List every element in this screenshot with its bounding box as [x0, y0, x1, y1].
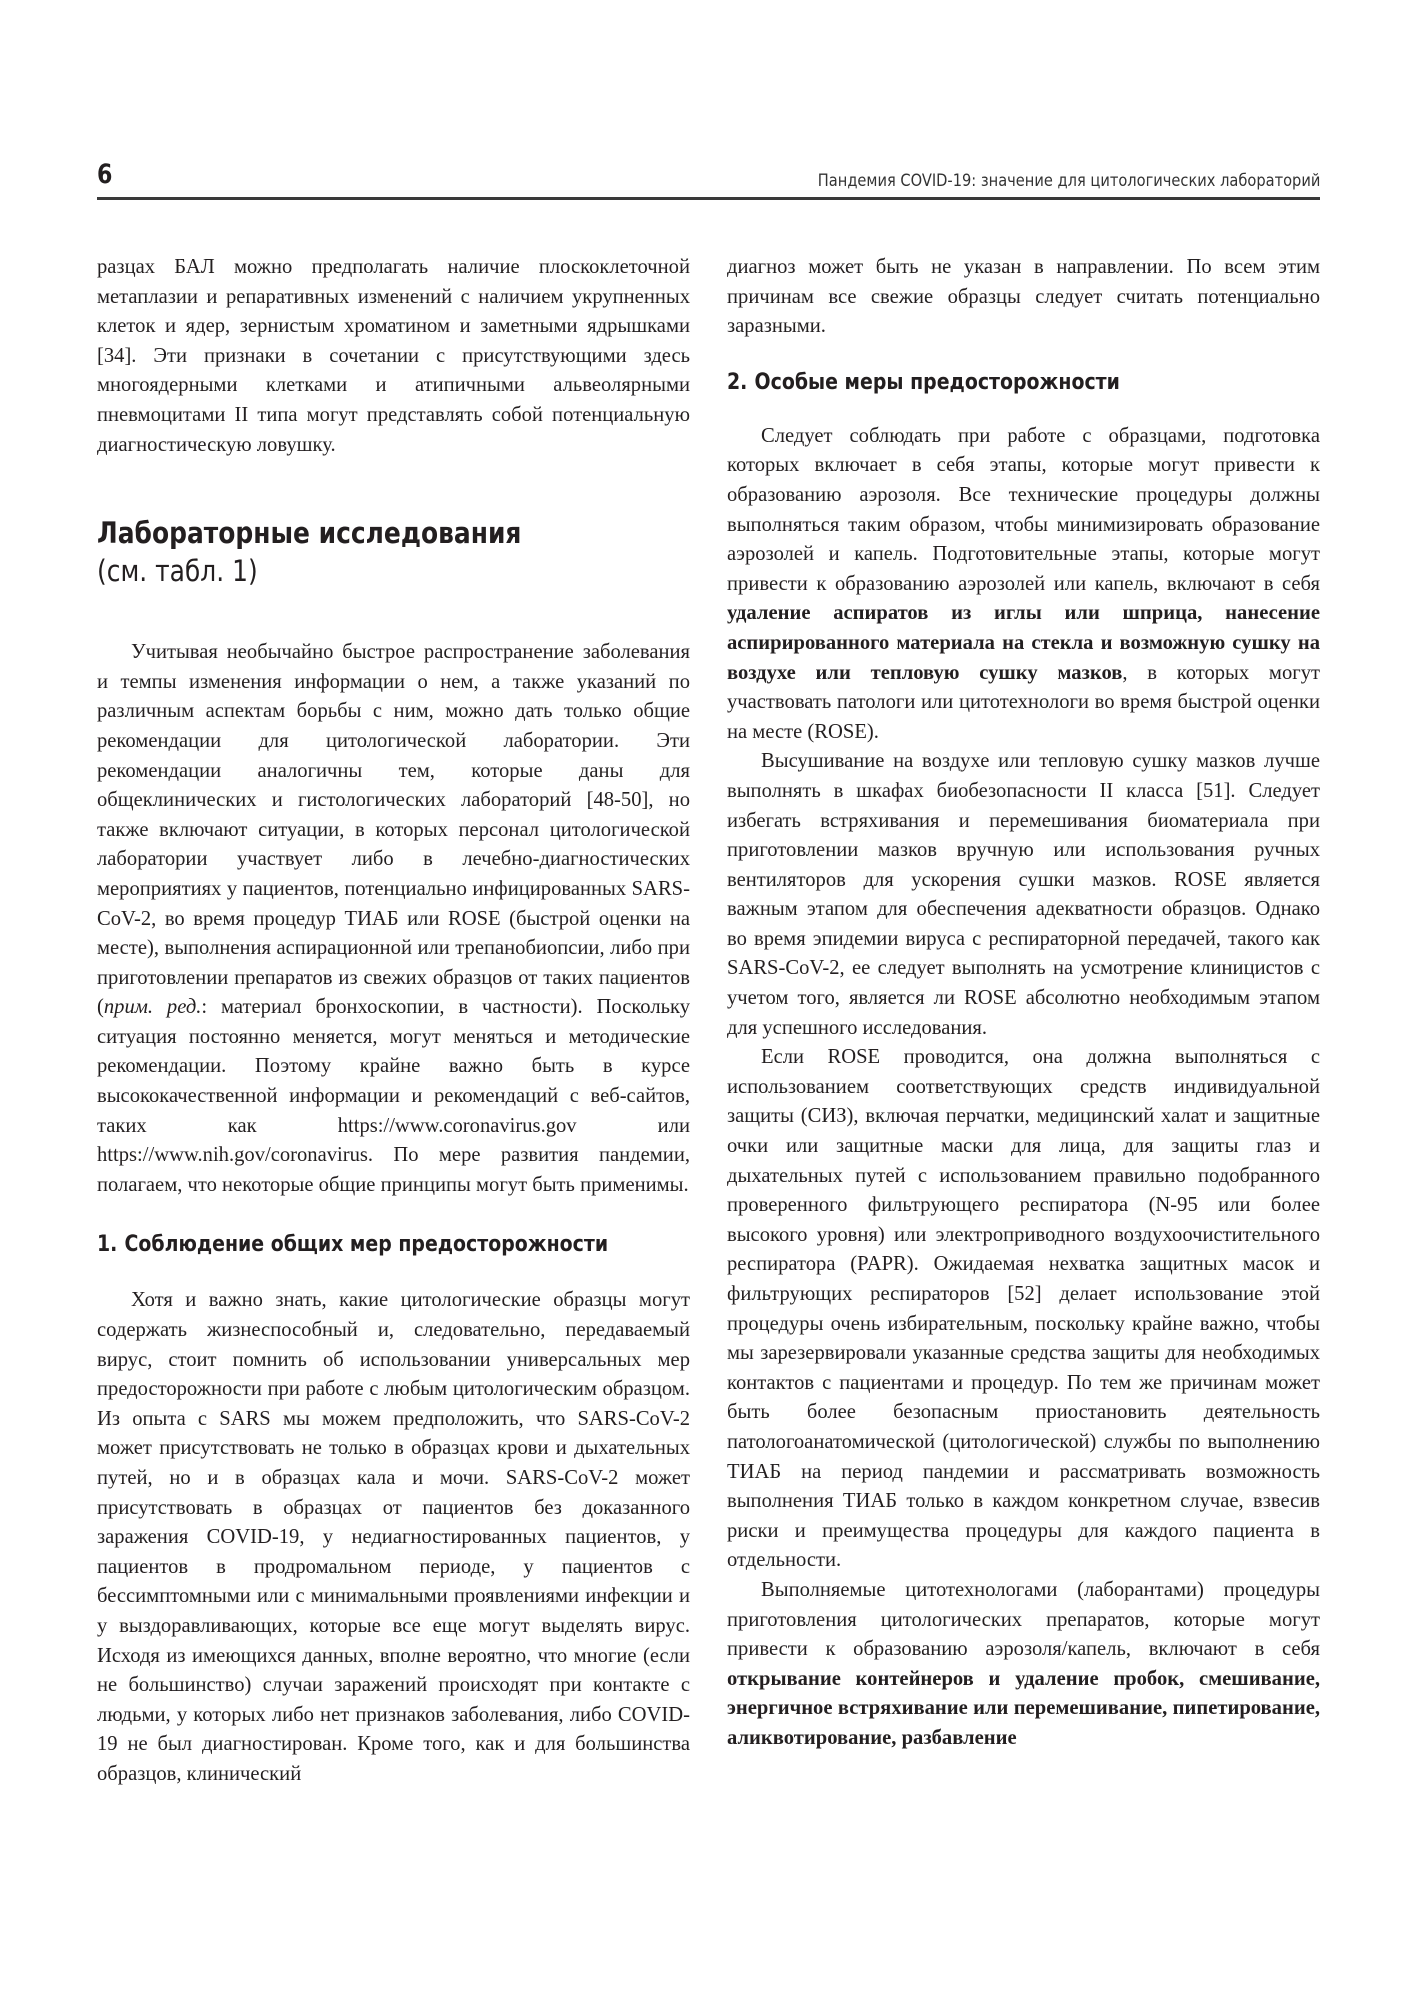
paragraph: разцах БАЛ можно предполагать наличие плоскоклеточной метаплазии и репаративных изменений с наличием укрупненных клеток и ядер, зернистым хроматином и заметными ядрышками [34]. Эти признаки в сочетании с присутствующими здесь многоядерными клетками и атипичными альвеолярными пневмоцитами II типа могут представлять собой потенциальную диагностическую ловушку. — [97, 256, 690, 456]
subsection-title — [727, 368, 1237, 398]
paragraph — [727, 1576, 1320, 1754]
page-number: 6 — [97, 159, 113, 190]
paragraph: диагноз может быть не указан в направлении. По всем этим причинам все свежие образцы следует считать потенциально заразными. — [727, 256, 1320, 338]
section-title: Лабораторные исследования — [97, 516, 522, 551]
subsection-number: 2. — [727, 369, 748, 395]
running-title: Пандемия COVID-19: значение для цитологических лабораторий — [817, 171, 1320, 191]
paragraph-text: Учитывая необычайно быстрое распространение заболевания и темпы изменения информации о нем, а также указаний по различным аспектам борьбы с ним, можно дать только общие рекомендации для цитологической лаборатории. Эти рекомендации аналогичны тем, которые даны для общеклинических и гистологических лабораторий [48-50], но также включают ситуации, в которых персонал цитологической лаборатории участвует либо в лечебно-диагностических мероприятиях у пациентов, потенциально инфицированных SARS-CoV-2, во время процедур ТИАБ или ROSE (быстрой оценки на месте), выполнения аспирационной или трепанобиопсии, либо при приготовлении препаратов из свежих образцов от таких пациентов ( — [97, 641, 690, 1019]
paragraph: Хотя и важно знать, какие цитологические образцы могут содержать жизнеспособный и, следовательно, передаваемый вирус, стоит помнить об использовании универсальных мер предосторожности при работе с любым цитологическим образцом. Из опыта с SARS мы можем предположить, что SARS-CoV-2 может присутствовать не только в образцах крови и дыхательных путей, но и в образцах кала и мочи. SARS-CoV-2 может присутствовать в образцах от пациентов без доказанного заражения COVID-19, у недиагностированных пациентов, у пациентов в продромальном периоде, у пациентов с бессимптомными или с минимальными проявлениями инфекции и у выздоравливающих, которые все еще могут выделять вирус. Исходя из имеющихся данных, вполне вероятно, что многие (если не большинство) случаи заражений происходят при контакте с людьми, у которых либо нет признаков заболевания, либо COVID-19 не был диагностирован. Кроме того, как и для большинства образцов, клинический — [97, 1289, 690, 1785]
page-header — [97, 158, 1320, 198]
paragraph-text: , в которых могут участвовать патологи или цитотехнологи во время быстрой оценки на месте (ROSE). — [727, 661, 1320, 743]
subsection-title — [97, 1230, 607, 1260]
subsection-number: 1. — [97, 1232, 118, 1258]
paragraph-text: : материал бронхоскопии, в частности). Поскольку ситуация постоянно меняется, могут меняться и методические рекомендации. Поэтому крайне важно быть в курсе высококачественной информации и рекомендаций с веб-сайтов, таких как https://www.coronavirus.gov или https://www.nih.gov/coronavirus. По мере развития пандемии, полагаем, что некоторые общие принципы могут быть применимы. — [97, 996, 690, 1196]
paragraph — [727, 422, 1320, 748]
paragraph — [97, 638, 690, 1200]
paragraph-text: Выполняемые цитотехнологами (лаборантами) процедуры приготовления цитологических препаратов, которые могут привести к образованию аэрозоля/капель, включают в себя — [727, 1578, 1320, 1661]
left-column — [97, 253, 690, 1790]
paragraph: Высушивание на воздухе или тепловую сушку мазков лучше выполнять в шкафах биобезопасности II класса [51]. Следует избегать встряхивания и перемешивания биоматериала при приготовлении мазков вручную или использования ручных вентиляторов для ускорения сушки мазков. ROSE является важным этапом для обеспечения адекватности образцов. Однако во время эпидемии вируса с респираторной передачей, такого как SARS-CoV-2, ее следует выполнять на усмотрение клиницистов с учетом того, является ли ROSE абсолютно необходимым этапом для успешного исследования. — [727, 750, 1320, 1039]
editor-note: прим. ред. — [103, 996, 202, 1019]
section-subtitle: (см. табл. 1) — [97, 554, 258, 589]
header-rule — [97, 197, 1320, 200]
paragraph: Если ROSE проводится, она должна выполняться с использованием соответствующих средств индивидуальной защиты (СИЗ), включая перчатки, медицинский халат и защитные очки или защитные маски для лица, для защиты глаз и дыхательных путей с использованием правильно подобранного проверенного фильтрующего респиратора (N-95 или более высокого уровня) или электроприводного воздухоочистительного респиратора (PAPR). Ожидаемая нехватка защитных масок и фильтрующих респираторов [52] делает использование этой процедуры очень избирательным, поскольку крайне важно, чтобы мы зарезервировали указанные средства защиты для необходимых контактов с пациентами и процедур. По тем же причинам может быть более безопасным приостановить деятельность патологоанатомической (цитологической) службы по выполнению ТИАБ на период пандемии и рассматривать возможность выполнения ТИАБ только в каждом конкретном случае, взвесив риски и преимущества процедуры для каждого пациента в отдельности. — [727, 1046, 1320, 1572]
emphasis: удаление аспиратов из иглы или шприца, нанесение аспирированного материала на стекла и возможную сушку на воздухе или тепловую сушку мазков — [727, 602, 1320, 684]
emphasis: открывание контейнеров и удаление пробок, смешивание, энергичное встряхивание или перемешивание, пипетирование, аликвотирование, разбавление — [727, 1667, 1320, 1749]
right-column — [727, 253, 1320, 1754]
paragraph-text: Следует соблюдать при работе с образцами, подготовка которых включает в себя этапы, которые могут привести к образованию аэрозоля. Все технические процедуры должны выполняться таким образом, чтобы минимизировать образование аэрозолей и капель. Подготовительные этапы, которые могут привести к образованию аэрозолей или капель, включают в себя — [727, 424, 1320, 595]
subsection-title-text: Особые меры предосторожности — [754, 369, 1120, 395]
subsection-title-text: Соблюдение общих мер предосторожности — [124, 1232, 609, 1258]
